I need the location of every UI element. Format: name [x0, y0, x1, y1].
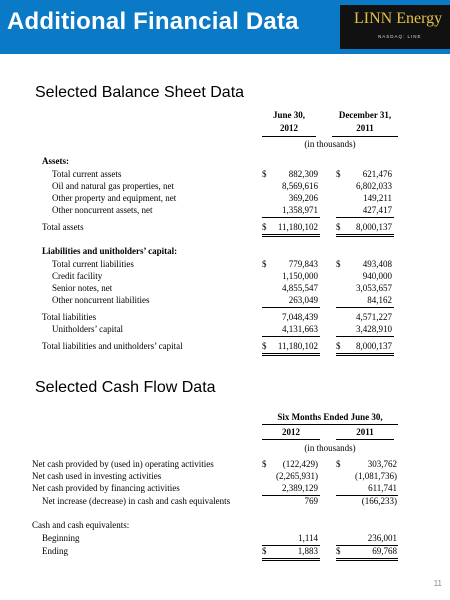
row-label: Other property and equipment, net [52, 193, 177, 203]
row-label: Total current assets [52, 169, 122, 179]
value-2011: 621,476 [362, 169, 392, 179]
col-june-2012-line1: June 30, [272, 110, 305, 120]
value-2011: 611,741 [368, 483, 397, 493]
value-2012: (122,429) [282, 459, 318, 469]
dollar-sign: $ [336, 546, 341, 556]
dollar-sign: $ [262, 259, 267, 269]
dollar-sign: $ [262, 169, 267, 179]
value-2011: 3,053,657 [356, 283, 392, 293]
row-label: Other noncurrent assets, net [52, 205, 153, 215]
row-label: Credit facility [52, 271, 103, 281]
row-label: Net cash used in investing activities [32, 471, 162, 481]
row-label: Net cash provided by financing activities [32, 483, 180, 493]
value-2011: 69,768 [372, 546, 397, 556]
value-2012: 1,358,971 [282, 205, 318, 215]
row-label: Net increase (decrease) in cash and cash equivalents [42, 496, 231, 506]
value-2011: (166,233) [361, 496, 397, 506]
logo-subtext: NASDAQ: LINE [378, 34, 422, 39]
row-label: Oil and natural gas properties, net [52, 181, 174, 191]
value-2012: 11,180,102 [277, 341, 318, 351]
assets-heading: Assets: [42, 156, 69, 166]
value-2011: 940,000 [362, 271, 392, 281]
col-june-2012-line2: 2012 [280, 123, 298, 133]
value-2012: 1,883 [297, 546, 318, 556]
value-2012: 1,150,000 [282, 271, 318, 281]
row-label: Total assets [42, 222, 84, 232]
value-2011: 84,162 [367, 295, 392, 305]
value-2012: 1,114 [298, 533, 318, 543]
row-label: Senior notes, net [52, 283, 113, 293]
page-number: 11 [433, 579, 442, 588]
cash-equivalents-heading: Cash and cash equivalents: [32, 520, 130, 530]
value-2012: 263,049 [288, 295, 318, 305]
value-2012: 11,180,102 [277, 222, 318, 232]
row-label: Ending [42, 546, 68, 556]
row-label: Unitholders’ capital [52, 324, 124, 334]
value-2012: 769 [304, 496, 318, 506]
balance-units: (in thousands) [304, 139, 356, 149]
value-2011: 8,000,137 [356, 222, 392, 232]
row-label: Other noncurrent liabilities [52, 295, 150, 305]
dollar-sign: $ [336, 222, 341, 232]
value-2011: 3,428,910 [356, 324, 392, 334]
dollar-sign: $ [262, 222, 267, 232]
dollar-sign: $ [336, 259, 341, 269]
dollar-sign: $ [262, 341, 267, 351]
value-2012: 779,843 [288, 259, 318, 269]
col-dec-2011-line1: December 31, [338, 110, 392, 120]
value-2011: 303,762 [367, 459, 397, 469]
value-2012: (2,265,931) [276, 471, 318, 481]
dollar-sign: $ [336, 169, 341, 179]
value-2012: 7,048,439 [282, 312, 318, 322]
logo-text: LINN Energy [354, 10, 443, 27]
value-2011: 8,000,137 [356, 341, 392, 351]
value-2012: 4,855,547 [282, 283, 318, 293]
row-label: Net cash provided by (used in) operating activities [32, 459, 214, 469]
company-logo [340, 5, 450, 49]
cash-flow-title: Selected Cash Flow Data [35, 379, 216, 396]
col-2011: 2011 [356, 427, 374, 437]
row-label: Beginning [42, 533, 80, 543]
value-2011: 493,408 [362, 259, 392, 269]
dollar-sign: $ [336, 341, 341, 351]
row-label: Total liabilities and unitholders’ capital [42, 341, 183, 351]
value-2012: 4,131,663 [282, 324, 318, 334]
header-bar [0, 0, 450, 54]
col-dec-2011-line2: 2011 [356, 123, 374, 133]
value-2012: 8,569,616 [282, 181, 318, 191]
dollar-sign: $ [262, 546, 267, 556]
value-2012: 369,206 [288, 193, 318, 203]
cash-units: (in thousands) [304, 443, 356, 453]
value-2011: 149,211 [363, 193, 392, 203]
value-2011: 4,571,227 [356, 312, 392, 322]
value-2011: 236,001 [367, 533, 397, 543]
balance-sheet-title: Selected Balance Sheet Data [35, 84, 245, 101]
page-title: Additional Financial Data [7, 8, 299, 35]
dollar-sign: $ [262, 459, 267, 469]
liabilities-heading: Liabilities and unitholders’ capital: [42, 246, 178, 256]
period-header: Six Months Ended June 30, [277, 412, 383, 422]
col-2012: 2012 [282, 427, 300, 437]
value-2012: 2,389,129 [282, 483, 318, 493]
row-label: Total current liabilities [52, 259, 134, 269]
value-2011: 6,802,033 [356, 181, 392, 191]
value-2012: 882,309 [288, 169, 318, 179]
value-2011: 427,417 [362, 205, 392, 215]
value-2011: (1,081,736) [355, 471, 397, 481]
dollar-sign: $ [336, 459, 341, 469]
row-label: Total liabilities [42, 312, 97, 322]
